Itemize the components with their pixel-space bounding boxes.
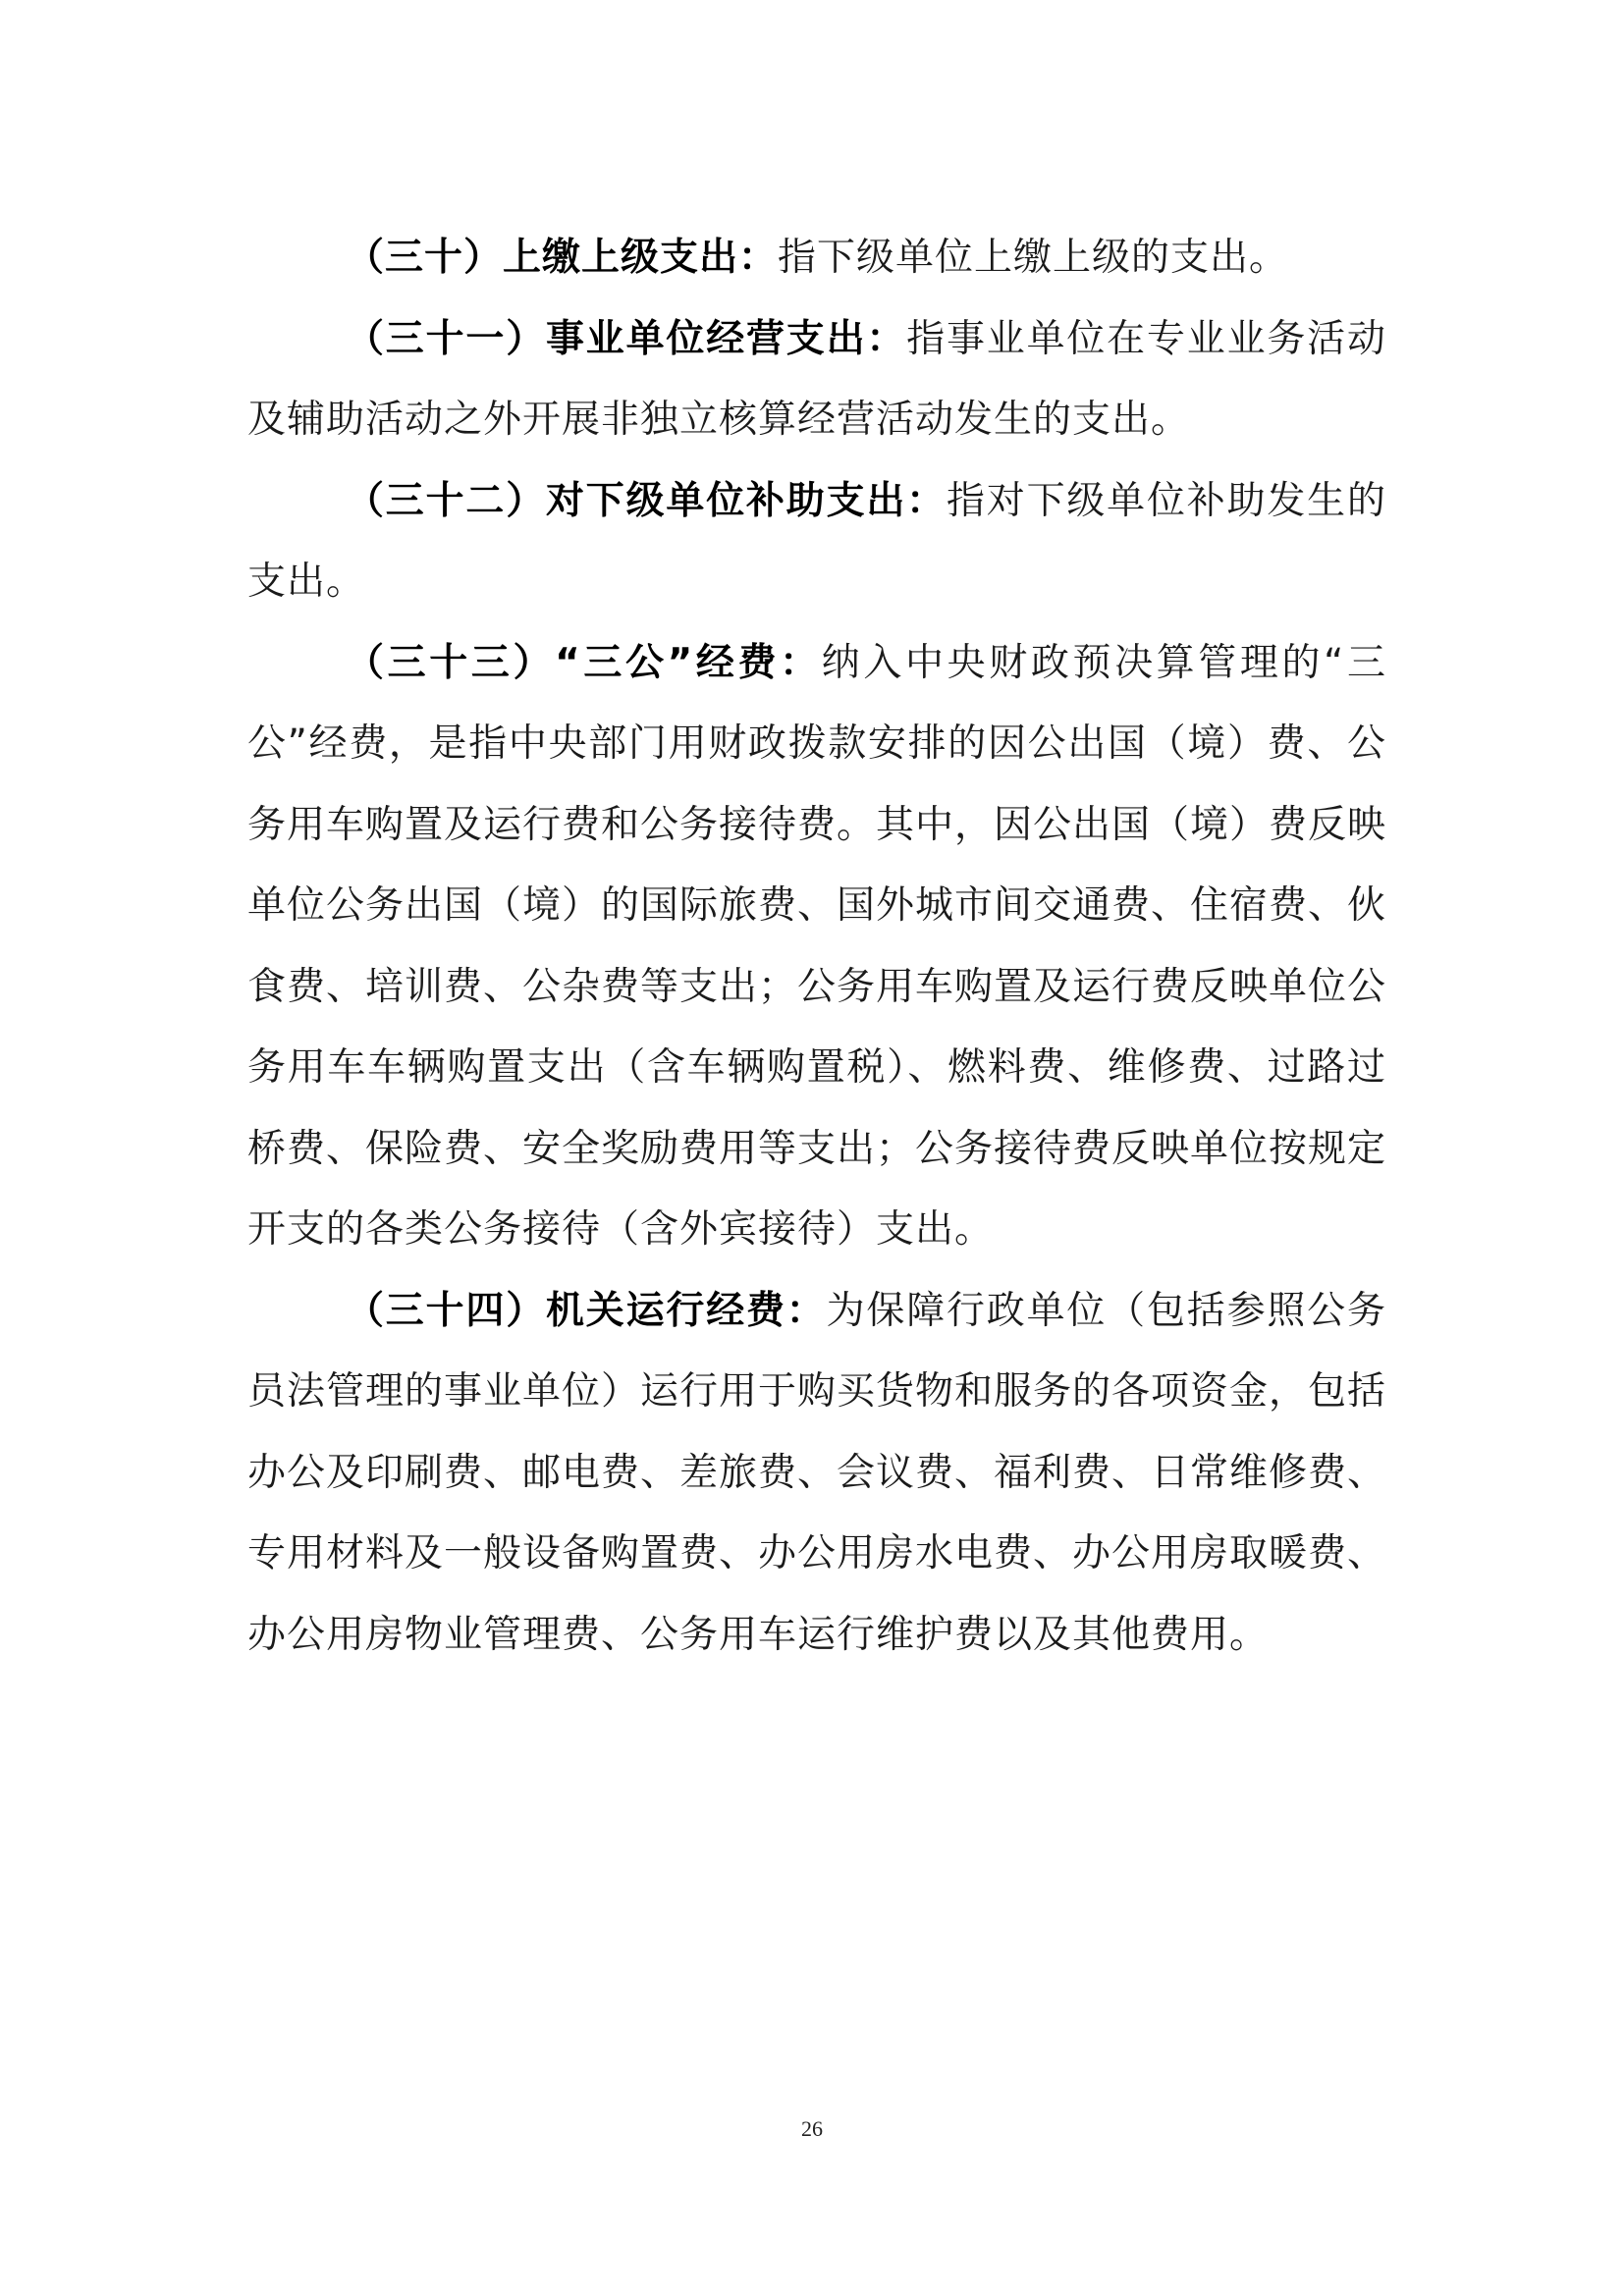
document-body: [247, 218, 1386, 1676]
paragraph-30: [247, 218, 1386, 299]
term-heading: （三十二）对下级单位补助支出：: [346, 478, 947, 523]
term-definition: 指对下级单位补助发生的支出。: [247, 478, 1386, 604]
page-number: 26: [801, 2116, 823, 2141]
term-heading: （三十）上缴上级支出：: [346, 236, 779, 280]
term-definition: 指下级单位上缴上级的支出。: [778, 236, 1289, 280]
term-heading: （三十四）机关运行经费：: [346, 1288, 827, 1333]
paragraph-33: [247, 623, 1386, 1271]
term-heading: （三十三）“三公”经费：: [346, 640, 822, 685]
term-heading: （三十一）事业单位经营支出：: [346, 316, 907, 361]
paragraph-31: [247, 299, 1386, 461]
term-definition: 指事业单位在专业业务活动及辅助活动之外开展非独立核算经营活动发生的支出。: [247, 316, 1386, 442]
paragraph-32: [247, 461, 1386, 623]
term-definition: 为保障行政单位（包括参照公务员法管理的事业单位）运行用于购买货物和服务的各项资金，包括办公及印刷费、邮电费、差旅费、会议费、福利费、日常维修费、专用材料及一般设备购置费、办公用房水电费、办公用房取暖费、办公用房物业管理费、公务用车运行维护费以及其他费用。: [247, 1288, 1387, 1657]
term-definition: 纳入中央财政预决算管理的“三公”经费，是指中央部门用财政拨款安排的因公出国（境）费、公务用车购置及运行费和公务接待费。其中，因公出国（境）费反映单位公务出国（境）的国际旅费、国外城市间交通费、住宿费、伙食费、培训费、公杂费等支出；公务用车购置及运行费反映单位公务用车车辆购置支出（含车辆购置税）、燃料费、维修费、过路过桥费、保险费、安全奖励费用等支出；公务接待费反映单位按规定开支的各类公务接待（含外宾接待）支出。: [247, 640, 1387, 1252]
paragraph-34: [247, 1271, 1386, 1677]
